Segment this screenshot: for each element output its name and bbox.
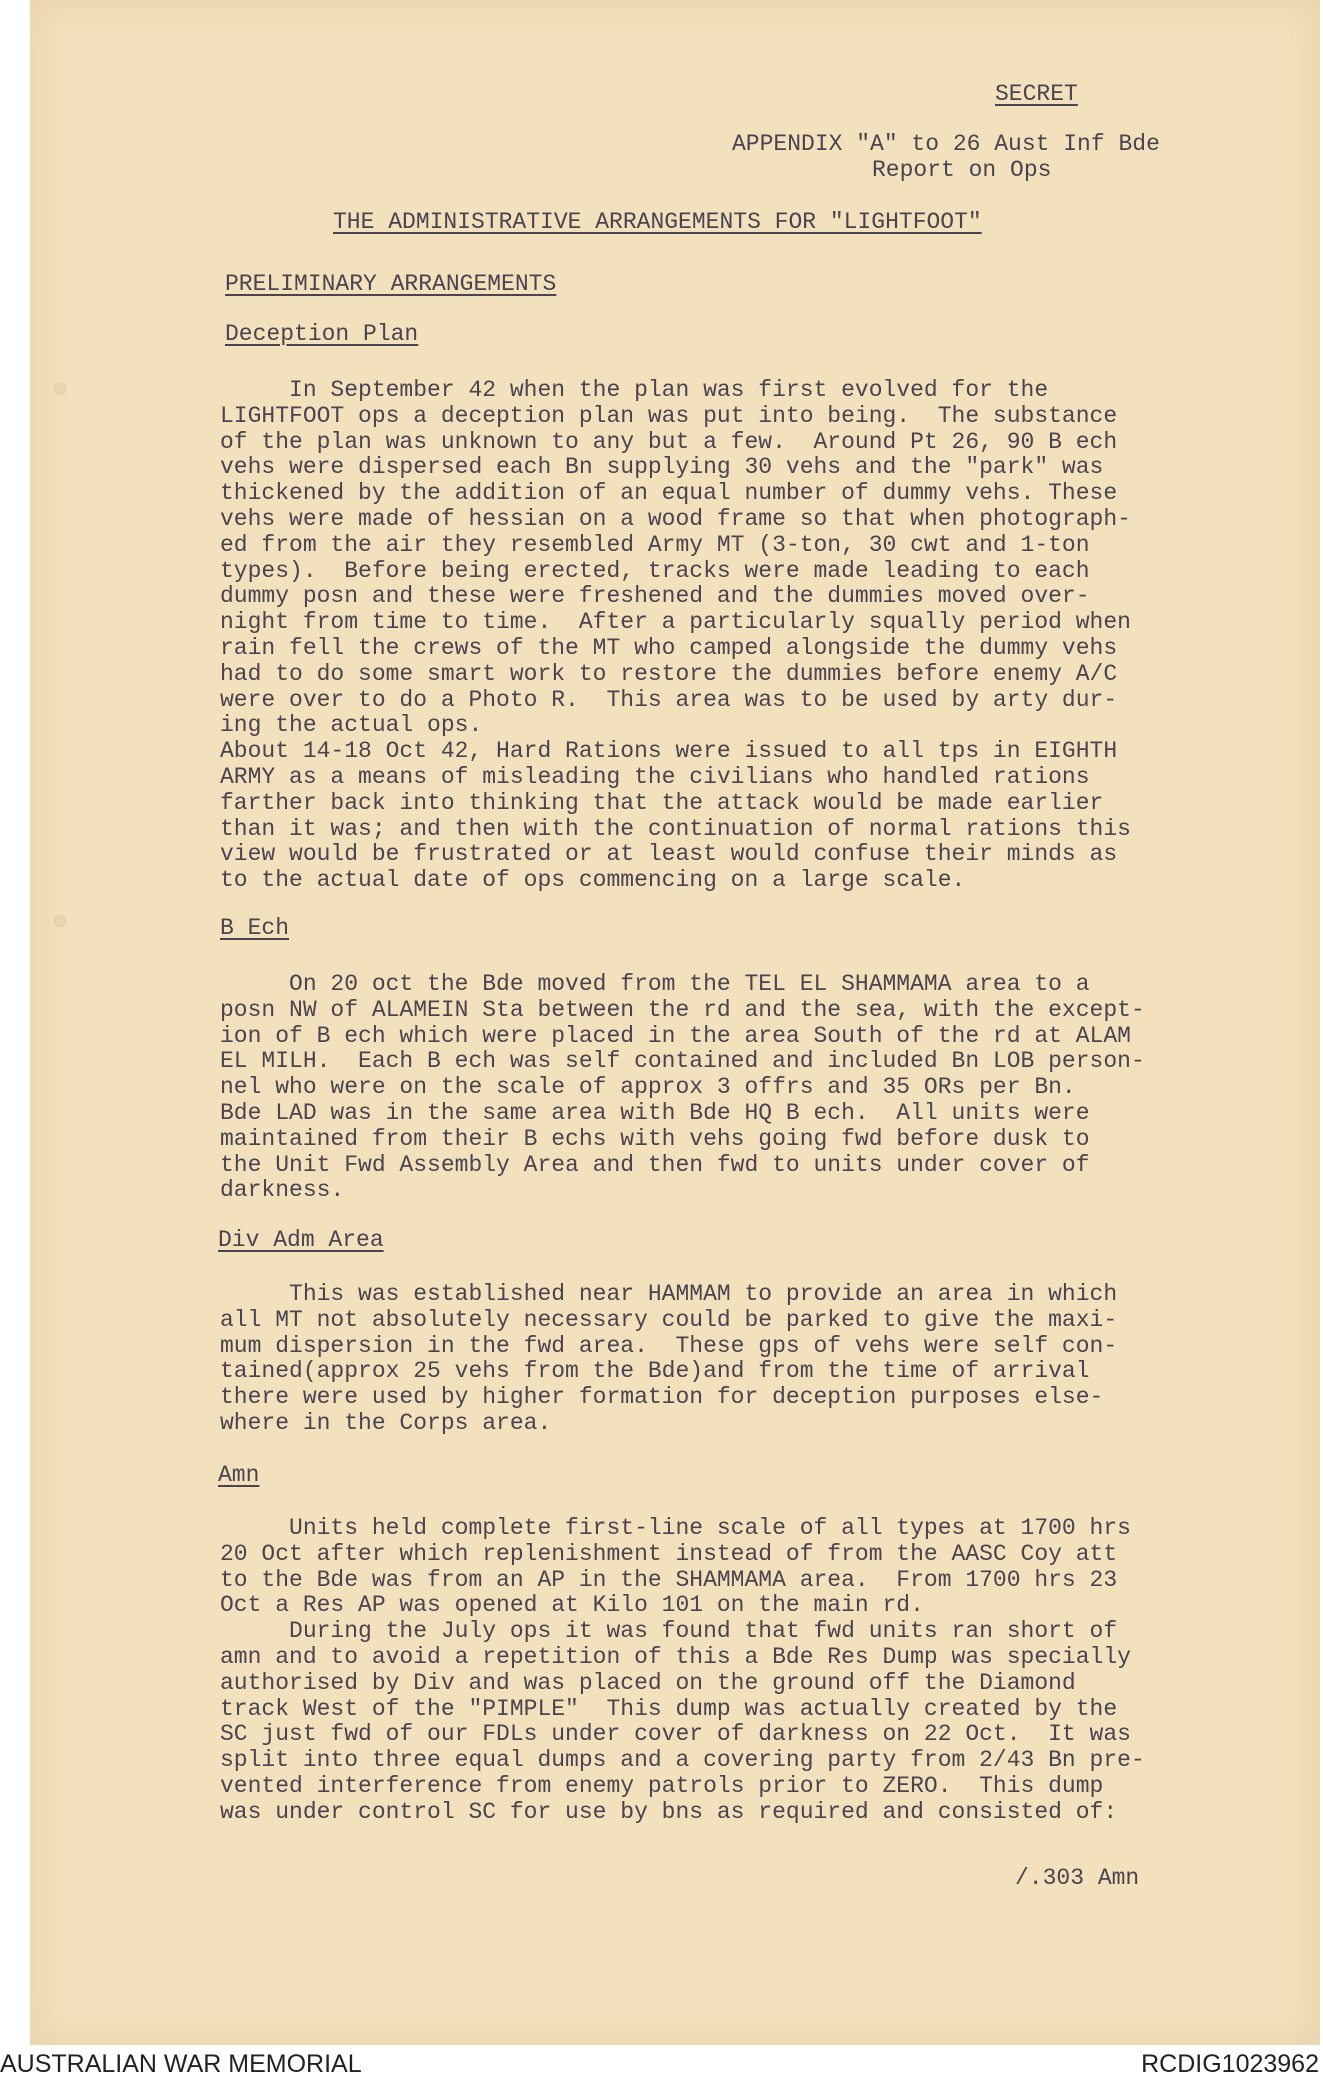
- text-line: there were used by higher formation for deception purposes else-: [220, 1384, 1104, 1411]
- appendix-reference-line1: APPENDIX "A" to 26 Aust Inf Bde: [732, 131, 1160, 157]
- text-line: ion of B ech which were placed in the area South of the rd at ALAM: [220, 1022, 1131, 1049]
- text-line: split into three equal dumps and a covering party from 2/43 Bn pre-: [220, 1747, 1145, 1774]
- classification-marking: SECRET: [995, 81, 1078, 107]
- text-line: vehs were made of hessian on a wood frame so that when photograph-: [220, 505, 1131, 532]
- section-body-deception-plan: [220, 378, 1260, 894]
- text-line: rain fell the crews of the MT who camped alongside the dummy vehs: [220, 634, 1118, 661]
- text-line: mum dispersion in the fwd area. These gps of vehs were self con-: [220, 1332, 1118, 1359]
- text-line: posn NW of ALAMEIN Sta between the rd and the sea, with the except-: [220, 996, 1145, 1023]
- text-line: types). Before being erected, tracks were made leading to each: [220, 557, 1090, 584]
- text-line: farther back into thinking that the attack would be made earlier: [220, 789, 1104, 816]
- section-body-div-adm-area: [220, 1282, 1260, 1437]
- text-line: were over to do a Photo R. This area was to be used by arty dur-: [220, 686, 1118, 713]
- text-line: of the plan was unknown to any but a few. Around Pt 26, 90 B ech: [220, 428, 1118, 455]
- text-line: About 14-18 Oct 42, Hard Rations were issued to all tps in EIGHTH: [220, 738, 1118, 765]
- section-heading-deception-plan: Deception Plan: [225, 321, 419, 347]
- appendix-reference-line2: Report on Ops: [872, 157, 1052, 183]
- text-line: ARMY as a means of misleading the civilians who handled rations: [220, 763, 1090, 790]
- section-heading-div-adm-area: Div Adm Area: [218, 1227, 384, 1253]
- main-heading: PRELIMINARY ARRANGEMENTS: [225, 271, 557, 297]
- text-line: had to do some smart work to restore the dummies before enemy A/C: [220, 660, 1118, 687]
- section-body-amn: [220, 1516, 1260, 1826]
- text-line: Units held complete first-line scale of all types at 1700 hrs: [220, 1515, 1131, 1541]
- section-heading-amn: Amn: [218, 1462, 260, 1488]
- text-line: to the Bde was from an AP in the SHAMMAMA area. From 1700 hrs 23: [220, 1566, 1118, 1593]
- text-line: view would be frustrated or at least would confuse their minds as: [220, 841, 1118, 868]
- text-line: authorised by Div and was placed on the ground off the Diamond: [220, 1669, 1076, 1696]
- text-line: During the July ops it was found that fwd units ran short of: [220, 1618, 1118, 1645]
- text-line: track West of the "PIMPLE" This dump was actually created by the: [220, 1695, 1118, 1722]
- text-line: nel who were on the scale of approx 3 offrs and 35 ORs per Bn.: [220, 1074, 1076, 1101]
- text-line: darkness.: [220, 1177, 345, 1204]
- text-line: dummy posn and these were freshened and the dummies moved over-: [220, 583, 1090, 610]
- text-line: vented interference from enemy patrols prior to ZERO. This dump: [220, 1772, 1104, 1799]
- text-line: than it was; and then with the continuation of normal rations this: [220, 815, 1131, 842]
- text-line: all MT not absolutely necessary could be parked to give the maxi-: [220, 1306, 1118, 1333]
- footer-institution: AUSTRALIAN WAR MEMORIAL: [0, 2050, 362, 2078]
- footer-record-id: RCDIG1023962: [1141, 2050, 1319, 2078]
- text-line: was under control SC for use by bns as required and consisted of:: [220, 1798, 1118, 1825]
- text-line: ing the actual ops.: [220, 712, 483, 739]
- text-line: tained(approx 25 vehs from the Bde)and from the time of arrival: [220, 1358, 1090, 1385]
- text-line: Oct a Res AP was opened at Kilo 101 on the main rd.: [220, 1592, 924, 1619]
- text-line: 20 Oct after which replenishment instead of from the AASC Coy att: [220, 1540, 1118, 1567]
- text-line: EL MILH. Each B ech was self contained and included Bn LOB person-: [220, 1048, 1145, 1075]
- punch-hole: [55, 384, 65, 394]
- text-line: In September 42 when the plan was first evolved for the: [220, 377, 1049, 403]
- text-line: SC just fwd of our FDLs under cover of darkness on 22 Oct. It was: [220, 1721, 1131, 1748]
- text-line: to the actual date of ops commencing on a large scale.: [220, 867, 966, 894]
- punch-hole: [55, 916, 65, 926]
- text-line: ed from the air they resembled Army MT (3-ton, 30 cwt and 1-ton: [220, 531, 1090, 558]
- section-body-b-ech: [220, 972, 1260, 1204]
- text-line: amn and to avoid a repetition of this a Bde Res Dump was specially: [220, 1643, 1131, 1670]
- text-line: where in the Corps area.: [220, 1409, 552, 1436]
- text-line: Bde LAD was in the same area with Bde HQ B ech. All units were: [220, 1099, 1090, 1126]
- continuation-marker: /.303 Amn: [1015, 1865, 1140, 1891]
- document-title: THE ADMINISTRATIVE ARRANGEMENTS FOR "LIGHTFOOT": [333, 209, 982, 235]
- text-line: thickened by the addition of an equal number of dummy vehs. These: [220, 480, 1118, 507]
- text-line: vehs were dispersed each Bn supplying 30 vehs and the "park" was: [220, 454, 1104, 481]
- text-line: LIGHTFOOT ops a deception plan was put into being. The substance: [220, 402, 1118, 429]
- text-line: the Unit Fwd Assembly Area and then fwd to units under cover of: [220, 1151, 1090, 1178]
- text-line: maintained from their B echs with vehs going fwd before dusk to: [220, 1125, 1090, 1152]
- text-line: On 20 oct the Bde moved from the TEL EL SHAMMAMA area to a: [220, 971, 1090, 997]
- text-line: This was established near HAMMAM to provide an area in which: [220, 1281, 1118, 1307]
- text-line: night from time to time. After a particularly squally period when: [220, 609, 1131, 636]
- section-heading-b-ech: B Ech: [220, 915, 290, 941]
